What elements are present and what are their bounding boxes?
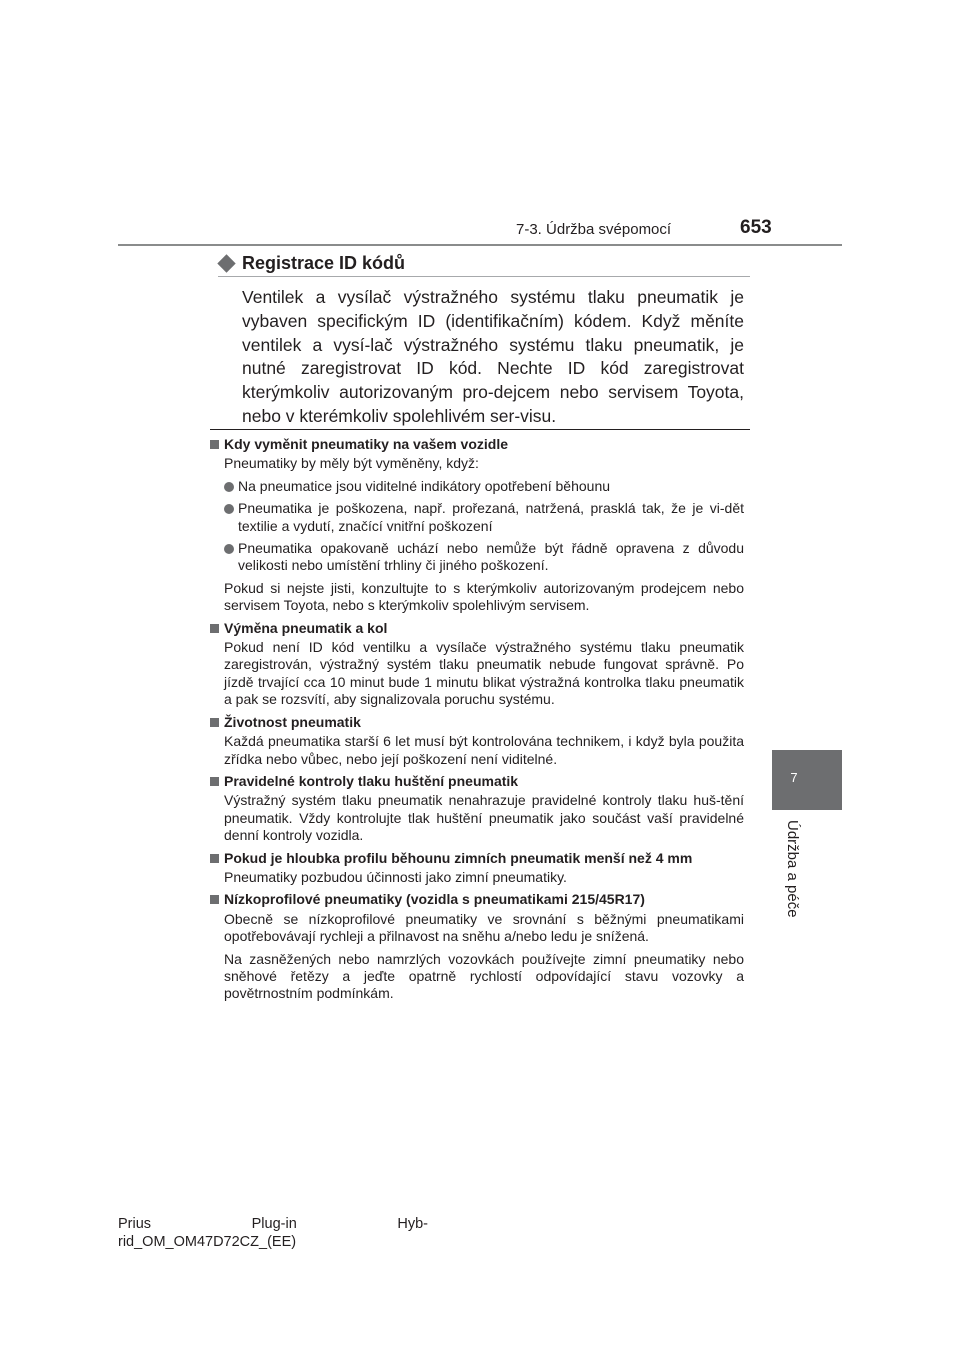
note-section [210,714,744,768]
square-bullet-icon [210,777,219,786]
note-section [210,891,744,1002]
section-paragraph: Každá pneumatika starší 6 let musí být kontrolována technikem, i když byla použita zřídka nebo vůbec, nebo její poškození není viditelné. [224,733,744,767]
bullet-text: Pneumatika je poškozena, např. prořezaná, natržená, prasklá tak, že je vi-dět textilie a vydutí, značící vnitřní poškození [238,500,744,534]
section-title-text: Nízkoprofilové pneumatiky (vozidla s pneumatikami 215/45R17) [224,891,645,908]
section-paragraph: Pokud si nejste jisti, konzultujte to s kterýmkoliv autorizovaným prodejcem nebo servisem Toyota, nebo s kterýmkoliv spolehlivým servisem. [224,579,744,614]
bullet-item [224,500,744,535]
section-title [210,773,744,790]
chapter-tab-label-box [760,820,826,980]
square-bullet-icon [210,440,219,449]
intro-paragraph: Ventilek a vysílač výstražného systému tlaku pneumatik je vybaven specifickým ID (identifikačním) kódem. Když měníte ventilek a vysí-lač výstražného systému tlaku pneumatik, je nutné zaregistrovat ID kód. Nechte ID kód zaregistrovat kterýmkoliv autorizovaným pro-dejcem nebo servisem Toyota, nebo v kterémkoliv spolehlivém ser-visu. [242,287,744,426]
chapter-tab-number: 7 [790,770,798,785]
note-section [210,620,744,709]
bullet-item [224,540,744,575]
section-title-text: Výměna pneumatik a kol [224,619,388,636]
footer-line-1 [118,1216,428,1234]
footer-word: Prius [118,1216,152,1232]
diamond-bullet-icon [217,254,235,272]
section-paragraph: Pneumatiky by měly být vyměněny, když: [224,455,479,472]
round-bullet-icon [224,544,234,554]
footer-word: Hyb- [397,1216,428,1232]
square-bullet-icon [210,718,219,727]
square-bullet-icon [210,895,219,904]
section-paragraph: Pneumatiky pozbudou účinnosti jako zimní pneumatiky. [224,868,567,885]
section-title [210,714,744,731]
bullet-text: Pneumatika opakovaně uchází nebo nemůže být řádně opravena z důvodu velikosti nebo umístění trhliny či jiného poškození. [238,540,744,574]
chapter-tab-label: Údržba a péče [784,820,801,918]
footer-word: Plug-in [251,1216,297,1232]
section-title-text: Kdy vyměnit pneumatiky na vašem vozidle [224,436,508,452]
notes-content [210,436,744,1008]
section-paragraph: Pokud není ID kód ventilku a vysílače výstražného systému tlaku pneumatik zaregistrován, výstražný systém tlaku pneumatik nebude fungovat správně. Po jízdě trvající cca 10 minut bude 1 minutu blikat výstražná kontrolka tlaku pneumatik a pak se rozsvítí, aby signalizovala poruchu systému. [224,639,744,708]
square-bullet-icon [210,854,219,863]
square-bullet-icon [210,624,219,633]
chapter-section-title: 7-3. Údržba svépomocí [516,221,672,238]
section-title [210,620,744,637]
section-paragraph: Výstražný systém tlaku pneumatik nenahrazuje pravidelné kontroly tlaku huš-tění pneumatik. Vždy kontrolujte tlak huštění pneumatik jako součást vaší pravidelné denní kontroly vozidla. [224,792,744,844]
note-section [210,773,744,845]
document-footer [118,1216,428,1251]
note-section [210,850,744,887]
bullet-item [224,478,744,495]
section-title-text: Pokud je hloubka profilu běhounu zimních pneumatik menší než 4 mm [224,849,693,866]
round-bullet-icon [224,504,234,514]
section-paragraph: Na zasněžených nebo namrzlých vozovkách používejte zimní pneumatiky nebo sněhové řetězy a jeďte opatrně rychlostí odpovídající stavu vozovky a povětrnostním podmínkám. [224,950,744,1002]
section-title [210,850,744,867]
round-bullet-icon [224,482,234,492]
chapter-tab [772,750,842,810]
header-divider [118,244,842,246]
footer-line-2: rid_OM_OM47D72CZ_(EE) [118,1233,297,1250]
page-number: 653 [740,217,772,238]
bullet-text: Na pneumatice jsou viditelné indikátory opotřebení běhounu [238,477,611,494]
section-title [210,436,744,453]
note-section [210,436,744,615]
subheading-divider [218,276,750,277]
section-divider [210,429,750,430]
subheading-title: Registrace ID kódů [242,253,406,273]
section-paragraph: Obecně se nízkoprofilové pneumatiky ve srovnání s běžnými pneumatikami opotřebovávají rychleji a přilnavost na sněhu a/nebo ledu je snížená. [224,910,744,945]
section-title-text: Pravidelné kontroly tlaku huštění pneumatik [224,772,519,789]
section-title [210,891,744,908]
section-title-text: Životnost pneumatik [224,713,361,730]
